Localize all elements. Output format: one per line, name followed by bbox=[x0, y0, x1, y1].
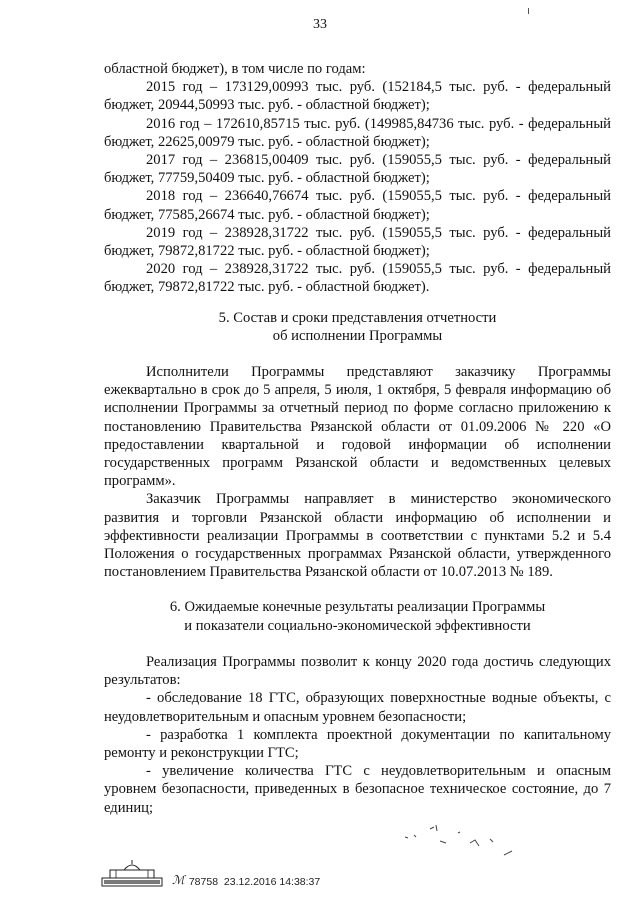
margin-mark bbox=[528, 8, 533, 14]
document-timestamp: 23.12.2016 14:38:37 bbox=[223, 876, 321, 888]
section5-title-line1: 5. Состав и сроки представления отчетности bbox=[218, 309, 497, 326]
result-item-2: - разработка 1 комплекта проектной документации по капитальному ремонту и реконструкции ГТС; bbox=[104, 726, 611, 761]
document-body bbox=[104, 60, 611, 817]
budget-year-2016: 2016 год – 172610,85715 тыс. руб. (149985,84736 тыс. руб. - федеральный бюджет, 22625,00979 тыс. руб. - областной бюджет); bbox=[104, 115, 611, 150]
page-number: 33 bbox=[313, 17, 327, 32]
section6-title-line2: и показатели социально-экономической эффективности bbox=[184, 617, 531, 634]
section5-paragraph-1: Исполнители Программы представляют заказчику Программы ежеквартально в срок до 5 апреля, 5 июля, 1 октября, 5 февраля информацию об исполнении Программы за отчетный период по форме согласно приложению к постановлению Правительства Рязанской области от 01.09.2006 № 220 «О предоставлении квартальной и годовой информации об исполнении государственных программ Рязанской области и ведомственных целевых программ». bbox=[104, 364, 611, 490]
result-item-3: - увеличение количества ГТС с неудовлетворительным и опасным уровнем безопасности, приведенных в безопасное техническое состояние, до 7 единиц; bbox=[104, 763, 611, 816]
budget-year-2017: 2017 год – 236815,00409 тыс. руб. (159055,5 тыс. руб. - федеральный бюджет, 77759,50409 тыс. руб. - областной бюджет); bbox=[104, 152, 611, 187]
section5-title-line2: об исполнении Программы bbox=[272, 327, 443, 344]
budget-intro: областной бюджет), в том числе по годам: bbox=[104, 61, 366, 77]
signature-mark: ℳ bbox=[172, 873, 185, 887]
budget-year-2019: 2019 год – 238928,31722 тыс. руб. (159055,5 тыс. руб. - федеральный бюджет, 79872,81722 тыс. руб. - областной бюджет); bbox=[104, 224, 611, 260]
budget-year-2020: 2020 год – 238928,31722 тыс. руб. (159055,5 тыс. руб. - федеральный бюджет, 79872,81722 тыс. руб. - областной бюджет). bbox=[104, 261, 611, 296]
building-logo-icon bbox=[100, 858, 164, 888]
result-item-1: - обследование 18 ГТС, образующих поверхностные водные объекты, с неудовлетворительным и опасным уровнем безопасности; bbox=[104, 690, 611, 725]
budget-year-2015: 2015 год – 173129,00993 тыс. руб. (152184,5 тыс. руб. - федеральный бюджет, 20944,50993 тыс. руб. - областной бюджет); bbox=[104, 79, 611, 114]
section5-paragraph-2: Заказчик Программы направляет в министерство экономического развития и торговли Рязанской области информацию об исполнении и эффективности реализации Программы в соответствии с пунктами 5.2 и 5.4 Положения о государственных программах Рязанской области, утвержденного постановлением Правительства Рязанской области от 10.07.2013 № 189. bbox=[104, 491, 611, 581]
pen-marks bbox=[400, 815, 550, 865]
document-stamp bbox=[100, 858, 320, 888]
document-id: 78758 bbox=[188, 876, 219, 888]
section6-intro: Реализация Программы позволит к концу 2020 года достичь следующих результатов: bbox=[104, 653, 611, 689]
section6-title-line1: 6. Ожидаемые конечные результаты реализации Программы bbox=[169, 599, 546, 616]
budget-year-2018: 2018 год – 236640,76674 тыс. руб. (159055,5 тыс. руб. - федеральный бюджет, 77585,26674 тыс. руб. - областной бюджет); bbox=[104, 188, 611, 223]
